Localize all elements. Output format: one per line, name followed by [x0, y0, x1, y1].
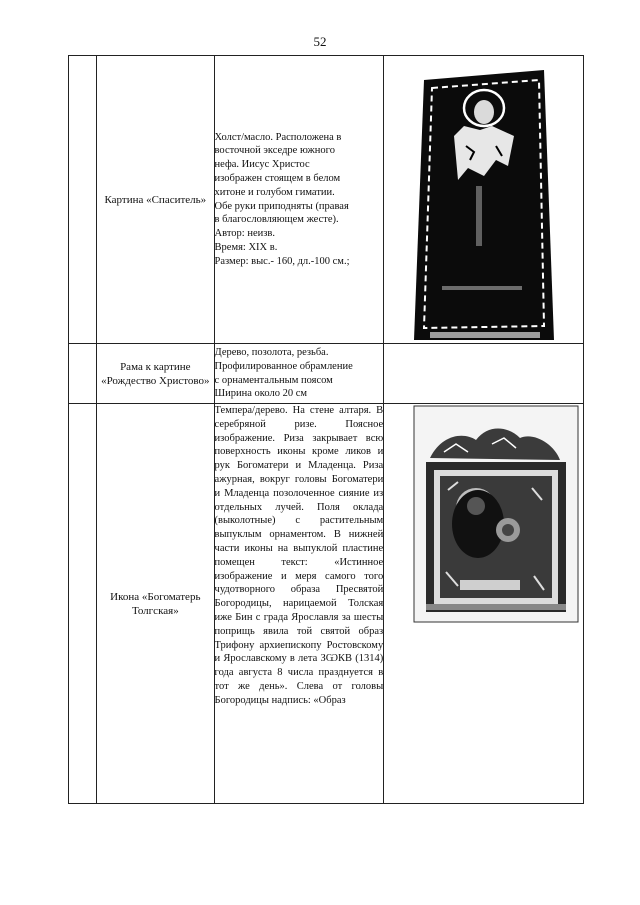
row-number-cell	[69, 56, 97, 344]
table-row	[69, 344, 584, 404]
icon-tolga-photo	[384, 404, 582, 634]
item-description: Темпера/дерево. На стене алтаря. В серебряной ризе. Поясное изображение. Риза закрывает всю поверхность иконы кроме ликов и рук Богоматери и Младенца. Риза ажурная, вокруг головы Богоматери и Младенца позолоченное сияние из отдельных лучей. Поля оклада (выколотные) с растительным выпуклым орнаментом. В нижней части иконы на выпуклой пластине помещен текст: «Истинное изображение и меря самого того чудотворного образа Пресвятой Богородицы, нарицаемой Толская иже Бин с града Ярославля за шесты поприщь явила той святой образ Трифону архиепископу Ростовскому и Ярославскому в лета ЗѠКВ (1314) года августа 8 числа празднуется в тот же день». Слева от головы Богородицы надпись: «Образ	[214, 404, 384, 804]
page-number: 52	[313, 34, 327, 49]
row-number-cell	[69, 344, 97, 404]
item-photo-cell	[384, 404, 584, 804]
table-row	[69, 56, 584, 344]
item-description: Холст/масло. Расположена в восточной экседре южного нефа. Иисус Христос изображен стоящем в белом хитоне и голубом гиматии. Обе руки приподняты (правая в благословляющем жесте). Автор: неизв. Время: XIX в. Размер: выс.- 160, дл.-100 см.;	[214, 56, 384, 344]
item-photo-cell	[384, 344, 584, 404]
item-name: Икона «Богоматерь Толгская»	[97, 404, 214, 804]
inventory-table	[68, 55, 584, 804]
item-name: Картина «Спаситель»	[97, 56, 214, 344]
row-number-cell	[69, 404, 97, 804]
table-row	[69, 404, 584, 804]
painting-savior-photo	[384, 56, 582, 343]
item-photo-cell	[384, 56, 584, 344]
item-name: Рама к картине «Рождество Христово»	[97, 344, 214, 404]
item-description: Дерево, позолота, резьба. Профилированное обрамление с орнаментальным поясом Ширина около 20 см	[214, 344, 384, 404]
